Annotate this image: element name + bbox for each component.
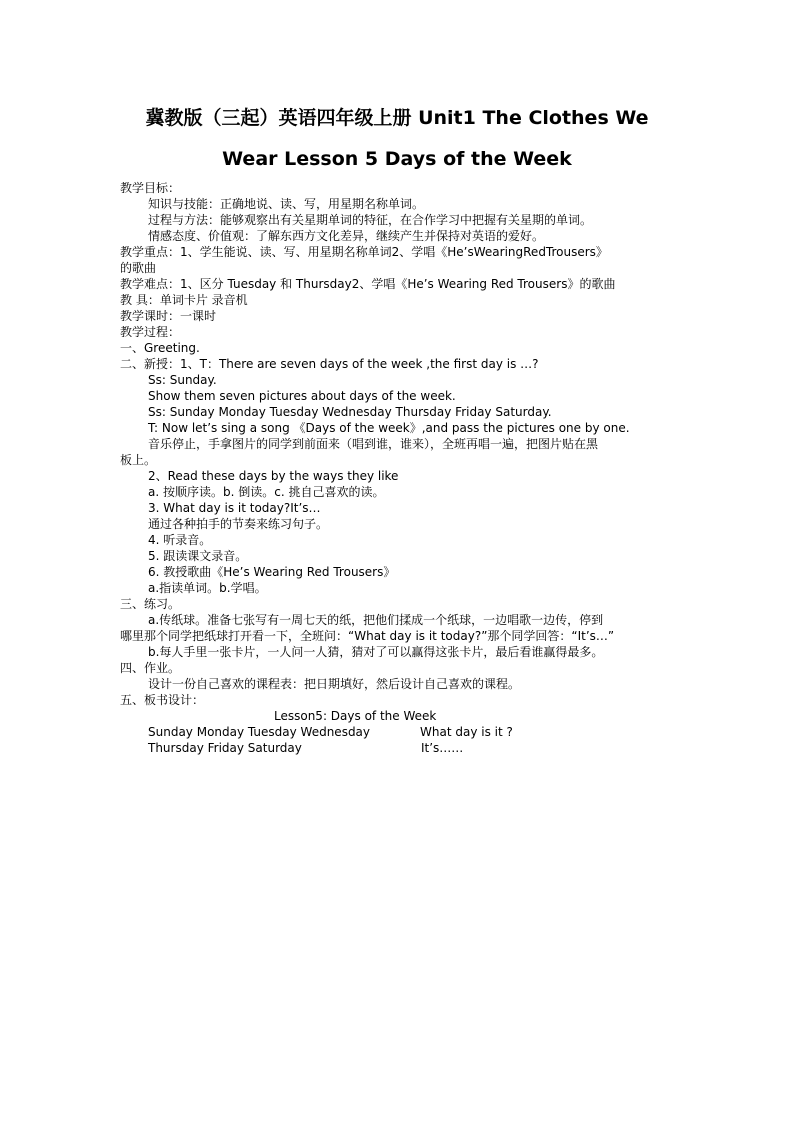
body-line: Ss: Sunday.: [148, 373, 217, 387]
body-line: 教学难点：1、区分 Tuesday 和 Thursday2、学唱《He’s Wearing Red Trousers》的歌曲: [120, 277, 616, 291]
document-title-line-1: 冀教版（三起）英语四年级上册 Unit1 The Clothes We: [145, 107, 649, 129]
board-row-left: Thursday Friday Saturday: [148, 741, 302, 755]
section-heading-homework: 四、作业。: [120, 661, 181, 675]
body-line: 过程与方法：能够观察出有关星期单词的特征，在合作学习中把握有关星期的单词。: [148, 213, 593, 227]
body-line: 5. 跟读课文录音。: [148, 549, 248, 563]
body-line: b.每人手里一张卡片，一人问一人猜，猜对了可以赢得这张卡片，最后看谁赢得最多。: [148, 645, 604, 659]
document-title-line-2: Wear Lesson 5 Days of the Week: [222, 148, 572, 170]
body-line: 3. What day is it today?It’s…: [148, 501, 321, 515]
body-line: 情感态度、价值观：了解东西方文化差异，继续产生并保持对英语的爱好。: [148, 229, 545, 243]
body-line: a.传纸球。准备七张写有一周七天的纸，把他们揉成一个纸球，一边唱歌一边传，停到: [148, 613, 604, 627]
section-heading-practice: 三、练习。: [120, 597, 181, 611]
body-line: 4. 听录音。: [148, 533, 212, 547]
section-heading-board: 五、板书设计：: [120, 693, 205, 707]
board-row-left: Sunday Monday Tuesday Wednesday: [148, 725, 371, 739]
body-line: 板上。: [120, 453, 157, 467]
body-line: a.指读单词。b.学唱。: [148, 581, 267, 595]
body-line: Ss: Sunday Monday Tuesday Wednesday Thursday Friday Saturday.: [148, 405, 552, 419]
board-row: [120, 740, 680, 756]
board-row-right: What day is it ?: [420, 725, 513, 739]
body-line: 教 具：单词卡片 录音机: [120, 293, 248, 307]
body-line: 设计一份自己喜欢的课程表：把日期填好，然后设计自己喜欢的课程。: [148, 677, 521, 691]
body-line: 通过各种拍手的节奏来练习句子。: [148, 517, 329, 531]
section-heading-process: 教学过程：: [120, 325, 181, 339]
board-row-right: It’s……: [421, 741, 464, 755]
body-line: a. 按顺序读。b. 倒读。c. 挑自己喜欢的读。: [148, 485, 385, 499]
board-row: [120, 724, 680, 740]
body-line: 一、Greeting.: [120, 341, 200, 355]
body-line: 6. 教授歌曲《He’s Wearing Red Trousers》: [148, 565, 396, 579]
body-line: 哪里那个同学把纸球打开看一下，全班问：“What day is it today?”那个同学回答：“It’s…”: [120, 629, 615, 643]
body-line: T: Now let’s sing a song 《Days of the week》,and pass the pictures one by one.: [148, 421, 630, 435]
body-line: 音乐停止，手拿图片的同学到前面来（唱到谁，谁来），全班再唱一遍，把图片贴在黑: [148, 437, 599, 451]
document-body: [120, 180, 680, 756]
board-heading: Lesson5: Days of the Week: [274, 709, 437, 723]
body-line: 教学课时：一课时: [120, 309, 217, 323]
body-line: 教学重点：1、学生能说、读、写、用星期名称单词2、学唱《He’sWearingRedTrousers》: [120, 245, 608, 259]
body-line: 2、Read these days by the ways they like: [148, 469, 399, 483]
body-line: 知识与技能：正确地说、读、写，用星期名称单词。: [148, 197, 425, 211]
section-heading-objectives: 教学目标：: [120, 181, 181, 195]
body-line: 的歌曲: [120, 261, 157, 275]
body-line: Show them seven pictures about days of the week.: [148, 389, 456, 403]
body-line: 二、新授：1、T：There are seven days of the week ,the first day is …?: [120, 357, 539, 371]
